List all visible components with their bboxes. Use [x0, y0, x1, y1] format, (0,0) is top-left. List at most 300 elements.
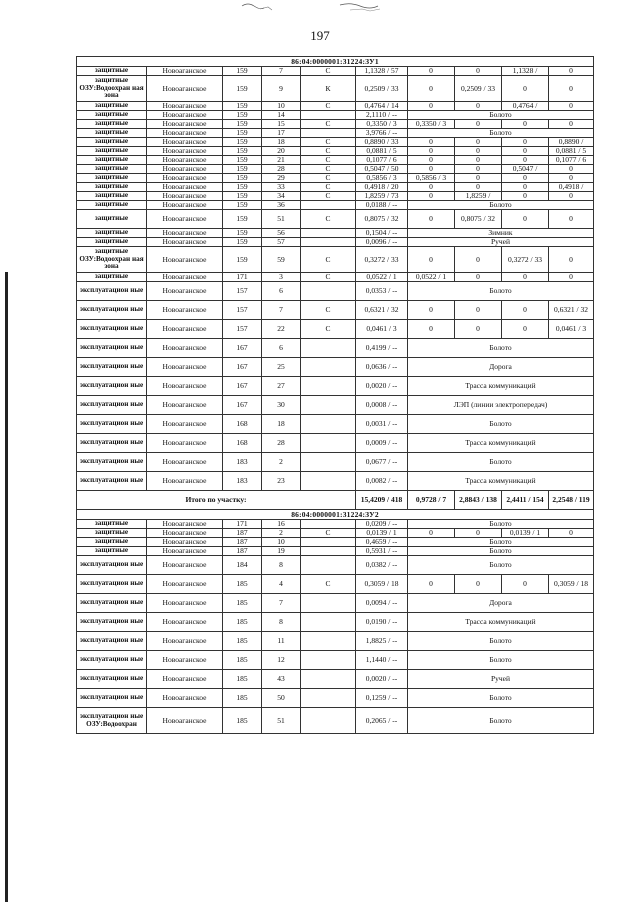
quarter-cell: 187: [223, 529, 262, 538]
allotment-cell: 25: [262, 358, 301, 377]
area-volume-cell: 0,0677 / --: [356, 453, 408, 472]
forestry-district-cell: Новоаганское: [147, 651, 223, 670]
table-row: [77, 183, 594, 192]
quarter-cell: 185: [223, 632, 262, 651]
area-volume-cell: 1,1328 / 57: [356, 67, 408, 76]
allotment-cell: 14: [262, 111, 301, 120]
species-cell: С: [301, 210, 356, 229]
value-cell: 0: [549, 67, 594, 76]
value-cell: 0: [455, 102, 502, 111]
allotment-cell: 43: [262, 670, 301, 689]
quarter-cell: 185: [223, 575, 262, 594]
quarter-cell: 168: [223, 415, 262, 434]
value-cell: 0: [455, 529, 502, 538]
allotment-cell: 11: [262, 632, 301, 651]
allotment-cell: 18: [262, 138, 301, 147]
value-cell: 0: [408, 192, 455, 201]
forestry-district-cell: Новоаганское: [147, 174, 223, 183]
land-category-cell: Трасса коммуникаций: [408, 472, 594, 491]
value-cell: 0,8890 /: [549, 138, 594, 147]
allotment-cell: 16: [262, 520, 301, 529]
table-row: [77, 282, 594, 301]
forestry-district-cell: Новоаганское: [147, 320, 223, 339]
quarter-cell: 185: [223, 708, 262, 734]
value-cell: 0: [455, 247, 502, 273]
table-row: [77, 111, 594, 120]
value-cell: 0: [408, 76, 455, 102]
table-row: [77, 708, 594, 734]
land-category-cell: Болото: [408, 547, 594, 556]
allotment-cell: 12: [262, 651, 301, 670]
forestry-district-cell: Новоаганское: [147, 708, 223, 734]
value-cell: 0: [455, 165, 502, 174]
table-row: [77, 556, 594, 575]
forest-purpose-cell: защитные ОЗУ:Водоохран ная зона: [77, 247, 147, 273]
forest-purpose-cell: защитные: [77, 102, 147, 111]
species-cell: [301, 129, 356, 138]
value-cell: 0: [408, 183, 455, 192]
species-cell: [301, 547, 356, 556]
species-cell: С: [301, 273, 356, 282]
value-cell: 0: [502, 156, 549, 165]
table-row: [77, 529, 594, 538]
allotment-cell: 28: [262, 165, 301, 174]
table-row: [77, 156, 594, 165]
species-cell: С: [301, 529, 356, 538]
value-cell: 0,6321 / 32: [549, 301, 594, 320]
area-volume-cell: 0,6321 / 32: [356, 301, 408, 320]
species-cell: [301, 201, 356, 210]
value-cell: 0,5856 / 3: [408, 174, 455, 183]
area-volume-cell: 0,1259 / --: [356, 689, 408, 708]
land-category-cell: ЛЭП (линии электропередач): [408, 396, 594, 415]
value-cell: 0,3350 / 3: [408, 120, 455, 129]
value-cell: 0: [408, 320, 455, 339]
forest-purpose-cell: защитные: [77, 129, 147, 138]
land-category-cell: Болото: [408, 111, 594, 120]
forest-purpose-cell: эксплуатацион ные: [77, 575, 147, 594]
value-cell: 0: [502, 120, 549, 129]
forest-purpose-cell: эксплуатацион ные: [77, 301, 147, 320]
value-cell: 0: [549, 174, 594, 183]
value-cell: 0: [408, 301, 455, 320]
allotment-cell: 57: [262, 238, 301, 247]
forest-purpose-cell: эксплуатацион ные: [77, 339, 147, 358]
section-header-row: [77, 510, 594, 520]
allotment-cell: 8: [262, 556, 301, 575]
forestry-district-cell: Новоаганское: [147, 538, 223, 547]
forestry-district-cell: Новоаганское: [147, 183, 223, 192]
total-value-cell: 2,8843 / 138: [455, 491, 502, 510]
quarter-cell: 159: [223, 229, 262, 238]
quarter-cell: 168: [223, 434, 262, 453]
table-row: [77, 453, 594, 472]
species-cell: [301, 556, 356, 575]
forestry-district-cell: Новоаганское: [147, 472, 223, 491]
land-category-cell: Болото: [408, 520, 594, 529]
quarter-cell: 157: [223, 282, 262, 301]
allotment-cell: 2: [262, 529, 301, 538]
land-category-cell: Болото: [408, 339, 594, 358]
table-row: [77, 594, 594, 613]
species-cell: [301, 520, 356, 529]
value-cell: 0: [502, 147, 549, 156]
quarter-cell: 185: [223, 651, 262, 670]
forest-purpose-cell: защитные: [77, 201, 147, 210]
species-cell: С: [301, 192, 356, 201]
table-row: [77, 76, 594, 102]
value-cell: 0: [502, 183, 549, 192]
forest-purpose-cell: защитные: [77, 147, 147, 156]
species-cell: [301, 377, 356, 396]
area-volume-cell: 0,4199 / --: [356, 339, 408, 358]
area-volume-cell: 0,0020 / --: [356, 670, 408, 689]
table-row: [77, 210, 594, 229]
table-row: [77, 238, 594, 247]
area-volume-cell: 0,3350 / 3: [356, 120, 408, 129]
forest-purpose-cell: защитные: [77, 192, 147, 201]
area-volume-cell: 0,0094 / --: [356, 594, 408, 613]
land-category-cell: Трасса коммуникаций: [408, 613, 594, 632]
forestry-district-cell: Новоаганское: [147, 594, 223, 613]
value-cell: 0: [408, 165, 455, 174]
quarter-cell: 159: [223, 165, 262, 174]
quarter-cell: 159: [223, 183, 262, 192]
forest-purpose-cell: защитные: [77, 120, 147, 129]
value-cell: 0: [549, 120, 594, 129]
total-row: [77, 491, 594, 510]
value-cell: 0: [502, 301, 549, 320]
species-cell: С: [301, 320, 356, 339]
table-row: [77, 120, 594, 129]
allotment-cell: 15: [262, 120, 301, 129]
value-cell: 0,1077 / 6: [549, 156, 594, 165]
allotment-cell: 20: [262, 147, 301, 156]
allotment-cell: 28: [262, 434, 301, 453]
value-cell: 0: [455, 301, 502, 320]
area-volume-cell: 1,8259 / 73: [356, 192, 408, 201]
forestry-district-cell: Новоаганское: [147, 147, 223, 156]
forestry-district-cell: Новоаганское: [147, 129, 223, 138]
species-cell: [301, 594, 356, 613]
forestry-district-cell: Новоаганское: [147, 632, 223, 651]
table-row: [77, 339, 594, 358]
land-category-cell: Дорога: [408, 358, 594, 377]
value-cell: 0,0139 / 1: [502, 529, 549, 538]
quarter-cell: 159: [223, 76, 262, 102]
forestry-district-cell: Новоаганское: [147, 282, 223, 301]
quarter-cell: 187: [223, 547, 262, 556]
forest-purpose-cell: защитные: [77, 111, 147, 120]
area-volume-cell: 0,0031 / --: [356, 415, 408, 434]
quarter-cell: 157: [223, 320, 262, 339]
quarter-cell: 171: [223, 273, 262, 282]
quarter-cell: 184: [223, 556, 262, 575]
forest-purpose-cell: защитные: [77, 547, 147, 556]
allotment-cell: 51: [262, 708, 301, 734]
forest-purpose-cell: эксплуатацион ные: [77, 632, 147, 651]
forest-purpose-cell: защитные: [77, 273, 147, 282]
value-cell: 0: [502, 76, 549, 102]
forestry-district-cell: Новоаганское: [147, 689, 223, 708]
quarter-cell: 167: [223, 339, 262, 358]
species-cell: С: [301, 301, 356, 320]
allotment-cell: 29: [262, 174, 301, 183]
area-volume-cell: 0,4659 / --: [356, 538, 408, 547]
total-area-cell: 15,4209 / 418: [356, 491, 408, 510]
allotment-cell: 21: [262, 156, 301, 165]
species-cell: К: [301, 76, 356, 102]
allotment-cell: 23: [262, 472, 301, 491]
value-cell: 0: [455, 320, 502, 339]
land-category-cell: Зимник: [408, 229, 594, 238]
table-row: [77, 689, 594, 708]
value-cell: 0: [549, 102, 594, 111]
allotment-cell: 6: [262, 282, 301, 301]
forest-purpose-cell: защитные: [77, 138, 147, 147]
quarter-cell: 167: [223, 377, 262, 396]
land-category-cell: Болото: [408, 689, 594, 708]
quarter-cell: 159: [223, 67, 262, 76]
table-row: [77, 320, 594, 339]
forestry-district-cell: Новоаганское: [147, 396, 223, 415]
table-row: [77, 520, 594, 529]
quarter-cell: 159: [223, 192, 262, 201]
area-volume-cell: 0,8890 / 33: [356, 138, 408, 147]
species-cell: [301, 613, 356, 632]
forestry-district-cell: Новоаганское: [147, 138, 223, 147]
land-category-cell: Болото: [408, 453, 594, 472]
value-cell: 0: [549, 273, 594, 282]
land-category-cell: Болото: [408, 556, 594, 575]
quarter-cell: 159: [223, 174, 262, 183]
table-row: [77, 651, 594, 670]
quarter-cell: 157: [223, 301, 262, 320]
quarter-cell: 167: [223, 358, 262, 377]
area-volume-cell: 0,0188 / --: [356, 201, 408, 210]
land-category-cell: Болото: [408, 129, 594, 138]
quarter-cell: 167: [223, 396, 262, 415]
area-volume-cell: 0,0082 / --: [356, 472, 408, 491]
forest-purpose-cell: защитные: [77, 174, 147, 183]
value-cell: 0: [549, 76, 594, 102]
land-category-cell: Трасса коммуникаций: [408, 434, 594, 453]
forestry-district-cell: Новоаганское: [147, 229, 223, 238]
table-row: [77, 67, 594, 76]
allotment-cell: 7: [262, 67, 301, 76]
quarter-cell: 159: [223, 102, 262, 111]
table-row: [77, 129, 594, 138]
area-volume-cell: 0,5856 / 3: [356, 174, 408, 183]
species-cell: [301, 339, 356, 358]
species-cell: С: [301, 575, 356, 594]
quarter-cell: 187: [223, 538, 262, 547]
forestry-district-cell: Новоаганское: [147, 434, 223, 453]
section-header-row: [77, 57, 594, 67]
area-volume-cell: 0,0382 / --: [356, 556, 408, 575]
table-row: [77, 434, 594, 453]
allotment-cell: 30: [262, 396, 301, 415]
table-row: [77, 174, 594, 183]
value-cell: 0,0881 / 5: [549, 147, 594, 156]
forest-purpose-cell: эксплуатацион ные: [77, 434, 147, 453]
scan-margin-line: [5, 272, 8, 902]
forest-purpose-cell: эксплуатацион ные: [77, 415, 147, 434]
quarter-cell: 159: [223, 120, 262, 129]
allotment-cell: 56: [262, 229, 301, 238]
species-cell: [301, 358, 356, 377]
value-cell: 0: [408, 210, 455, 229]
forestry-district-cell: Новоаганское: [147, 575, 223, 594]
value-cell: 0: [502, 320, 549, 339]
table-row: [77, 192, 594, 201]
area-volume-cell: 0,0881 / 5: [356, 147, 408, 156]
quarter-cell: 171: [223, 520, 262, 529]
value-cell: 0: [549, 192, 594, 201]
area-volume-cell: 0,3059 / 18: [356, 575, 408, 594]
forest-purpose-cell: защитные: [77, 67, 147, 76]
area-volume-cell: 0,2509 / 33: [356, 76, 408, 102]
table-row: [77, 538, 594, 547]
table-row: [77, 138, 594, 147]
value-cell: 0: [502, 138, 549, 147]
forest-purpose-cell: эксплуатацион ные: [77, 689, 147, 708]
quarter-cell: 159: [223, 247, 262, 273]
forestry-district-cell: Новоаганское: [147, 67, 223, 76]
area-volume-cell: 0,0190 / --: [356, 613, 408, 632]
forest-purpose-cell: эксплуатацион ные: [77, 377, 147, 396]
species-cell: [301, 453, 356, 472]
allotment-cell: 8: [262, 613, 301, 632]
value-cell: 0: [502, 273, 549, 282]
total-value-cell: 2,4411 / 154: [502, 491, 549, 510]
value-cell: 0: [408, 102, 455, 111]
forest-purpose-cell: защитные: [77, 520, 147, 529]
value-cell: 0,8075 / 32: [455, 210, 502, 229]
value-cell: 0: [455, 147, 502, 156]
species-cell: [301, 111, 356, 120]
forestry-district-cell: Новоаганское: [147, 201, 223, 210]
allotment-cell: 4: [262, 575, 301, 594]
table-row: [77, 632, 594, 651]
quarter-cell: 185: [223, 689, 262, 708]
value-cell: 0: [408, 138, 455, 147]
value-cell: 0: [455, 120, 502, 129]
species-cell: С: [301, 147, 356, 156]
species-cell: С: [301, 102, 356, 111]
species-cell: С: [301, 183, 356, 192]
species-cell: С: [301, 156, 356, 165]
forestry-district-cell: Новоаганское: [147, 377, 223, 396]
land-category-cell: Болото: [408, 415, 594, 434]
value-cell: 0,3272 / 33: [502, 247, 549, 273]
area-volume-cell: 0,3272 / 33: [356, 247, 408, 273]
area-volume-cell: 0,0008 / --: [356, 396, 408, 415]
forest-purpose-cell: эксплуатацион ные: [77, 282, 147, 301]
quarter-cell: 159: [223, 156, 262, 165]
forest-purpose-cell: эксплуатацион ные: [77, 320, 147, 339]
allotment-cell: 18: [262, 415, 301, 434]
forest-purpose-cell: защитные: [77, 238, 147, 247]
value-cell: 0: [549, 529, 594, 538]
area-volume-cell: 0,1077 / 6: [356, 156, 408, 165]
allotment-cell: 17: [262, 129, 301, 138]
area-volume-cell: 0,0636 / --: [356, 358, 408, 377]
value-cell: 0: [502, 192, 549, 201]
forest-purpose-cell: защитные: [77, 156, 147, 165]
value-cell: 0: [408, 67, 455, 76]
quarter-cell: 159: [223, 138, 262, 147]
land-category-cell: Болото: [408, 201, 594, 210]
table-row: [77, 670, 594, 689]
table-row: [77, 613, 594, 632]
allotment-cell: 34: [262, 192, 301, 201]
forest-purpose-cell: эксплуатацион ные ОЗУ:Водоохран: [77, 708, 147, 734]
quarter-cell: 159: [223, 238, 262, 247]
allotment-cell: 59: [262, 247, 301, 273]
forestry-district-cell: Новоаганское: [147, 339, 223, 358]
forest-purpose-cell: эксплуатацион ные: [77, 556, 147, 575]
value-cell: 0: [408, 575, 455, 594]
land-category-cell: Болото: [408, 538, 594, 547]
forestry-district-cell: Новоаганское: [147, 301, 223, 320]
forest-purpose-cell: эксплуатацион ные: [77, 670, 147, 689]
forestry-district-cell: Новоаганское: [147, 453, 223, 472]
land-category-cell: Трасса коммуникаций: [408, 377, 594, 396]
area-volume-cell: 2,1110 / --: [356, 111, 408, 120]
forestry-district-cell: Новоаганское: [147, 192, 223, 201]
allotment-cell: 2: [262, 453, 301, 472]
area-volume-cell: 0,0522 / 1: [356, 273, 408, 282]
forestry-district-cell: Новоаганское: [147, 165, 223, 174]
allotment-cell: 33: [262, 183, 301, 192]
forestry-district-cell: Новоаганское: [147, 111, 223, 120]
value-cell: 0: [455, 183, 502, 192]
quarter-cell: 183: [223, 453, 262, 472]
forestry-district-cell: Новоаганское: [147, 613, 223, 632]
area-volume-cell: 0,4918 / 20: [356, 183, 408, 192]
allotment-cell: 9: [262, 76, 301, 102]
value-cell: 0,4764 /: [502, 102, 549, 111]
area-volume-cell: 0,1504 / --: [356, 229, 408, 238]
forest-purpose-cell: эксплуатацион ные: [77, 358, 147, 377]
table-row: [77, 229, 594, 238]
forestry-district-cell: Новоаганское: [147, 102, 223, 111]
value-cell: 0: [455, 67, 502, 76]
value-cell: 1,8259 /: [455, 192, 502, 201]
land-category-cell: Ручей: [408, 670, 594, 689]
value-cell: 0: [549, 210, 594, 229]
table-row: [77, 358, 594, 377]
value-cell: 0,3059 / 18: [549, 575, 594, 594]
forestry-district-cell: Новоаганское: [147, 76, 223, 102]
value-cell: 0,5047 /: [502, 165, 549, 174]
forest-purpose-cell: эксплуатацион ные: [77, 594, 147, 613]
quarter-cell: 159: [223, 210, 262, 229]
allotment-cell: 7: [262, 594, 301, 613]
species-cell: [301, 238, 356, 247]
value-cell: 0,0522 / 1: [408, 273, 455, 282]
value-cell: 0: [408, 147, 455, 156]
forest-purpose-cell: защитные: [77, 229, 147, 238]
quarter-cell: 159: [223, 201, 262, 210]
forest-purpose-cell: защитные: [77, 165, 147, 174]
allotment-cell: 36: [262, 201, 301, 210]
value-cell: 0,4918 /: [549, 183, 594, 192]
table-row: [77, 415, 594, 434]
value-cell: 0,2509 / 33: [455, 76, 502, 102]
species-cell: [301, 472, 356, 491]
